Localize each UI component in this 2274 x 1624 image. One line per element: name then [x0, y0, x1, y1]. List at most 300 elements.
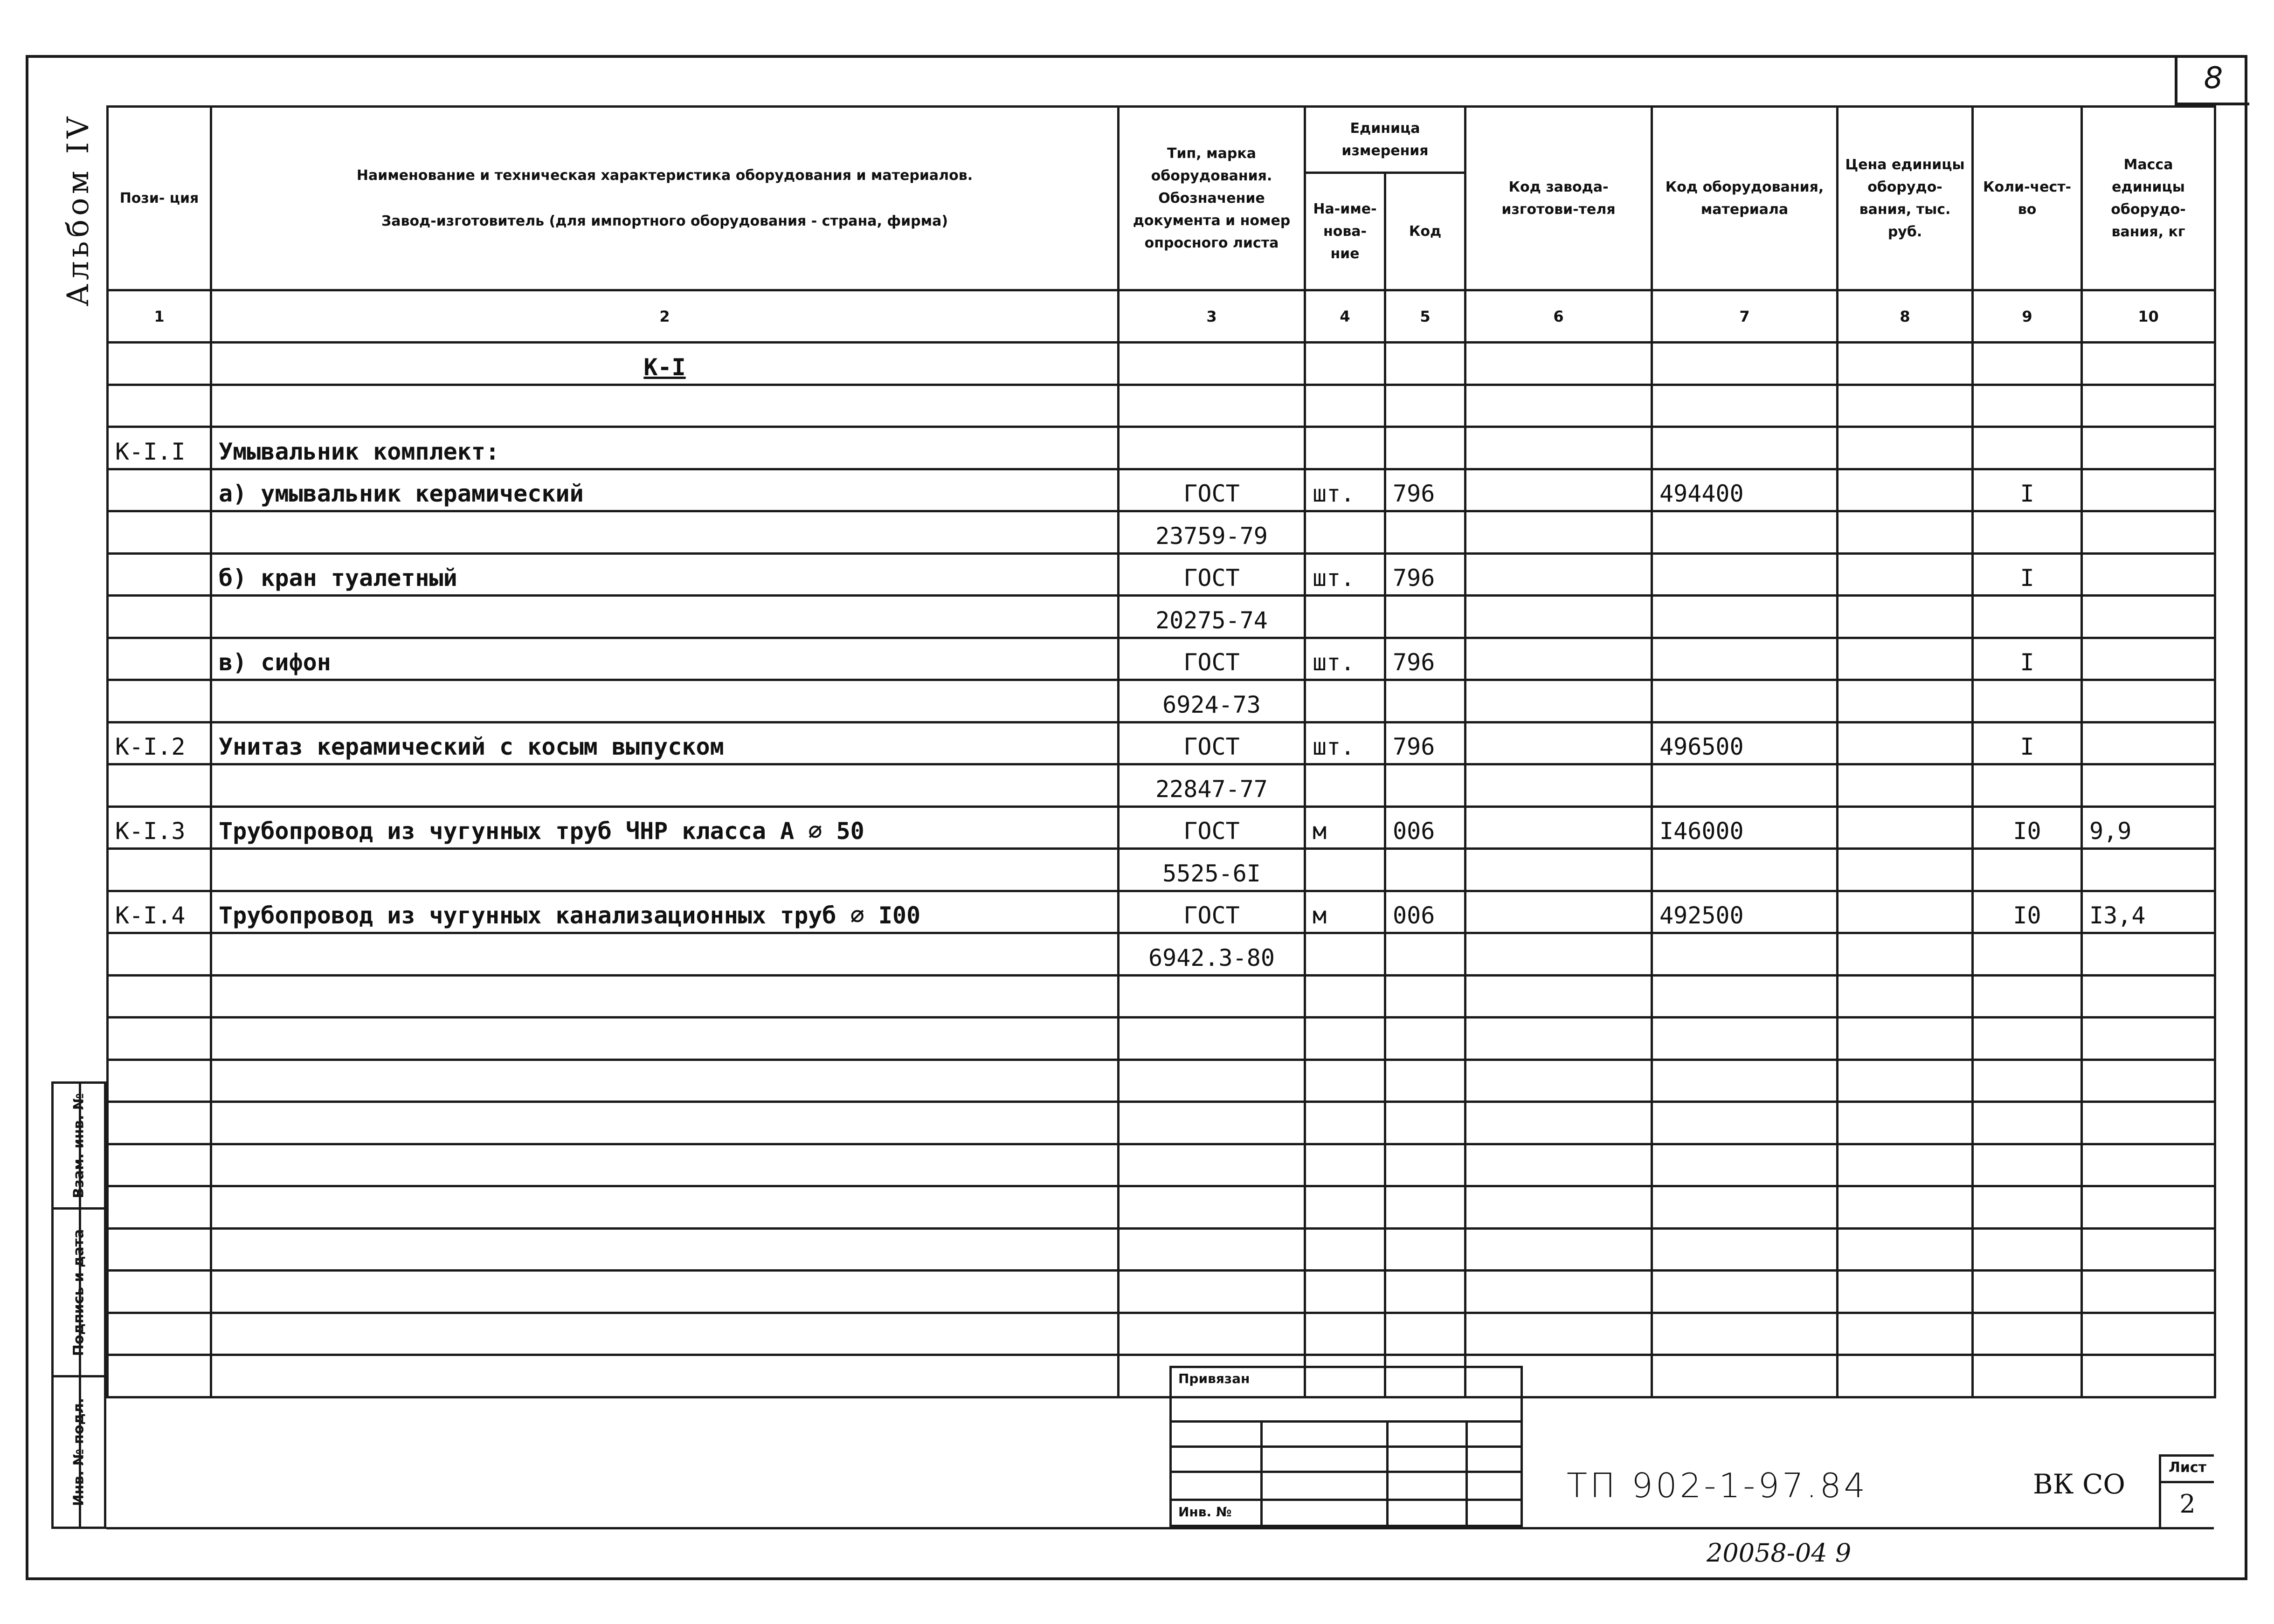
col-number: 2 [211, 290, 1119, 343]
cell-c7 [1652, 1060, 1838, 1102]
cell-c1 [108, 1271, 211, 1313]
cell-c3: 22847-77 [1119, 764, 1305, 807]
cell-c5 [1385, 596, 1465, 638]
cell-c8 [1838, 1228, 1973, 1271]
cell-c9 [1973, 343, 2082, 385]
cell-c10: I3,4 [2082, 891, 2215, 933]
side-strip-divider [79, 1084, 81, 1527]
cell-c7 [1652, 849, 1838, 891]
document-code: ВК СО [2033, 1468, 2125, 1500]
cell-c10 [2082, 680, 2215, 723]
table-row [108, 806, 2215, 849]
cell-c3 [1119, 385, 1305, 427]
table-body [108, 343, 2215, 1397]
cell-c3: ГОСТ [1119, 553, 1305, 596]
column-numbers-row [108, 290, 2215, 343]
cell-c10 [2082, 427, 2215, 469]
header-price: Цена единицы оборудо-вания, тыс. руб. [1838, 107, 1973, 290]
cell-c7 [1652, 1018, 1838, 1060]
cell-c4: шт. [1305, 722, 1385, 764]
cell-c5: 006 [1385, 806, 1465, 849]
cell-c9 [1973, 1228, 2082, 1271]
header-type: Тип, марка оборудования. Обозначение документа и номер опросного листа [1119, 107, 1305, 290]
table-row [108, 1060, 2215, 1102]
table-row [108, 1271, 2215, 1313]
table-row [108, 596, 2215, 638]
col-number: 4 [1305, 290, 1385, 343]
cell-c7 [1652, 596, 1838, 638]
cell-c4 [1305, 975, 1385, 1018]
header-quantity: Коли-чест-во [1973, 107, 2082, 290]
cell-c9 [1973, 596, 2082, 638]
cell-c1: К-I.2 [108, 722, 211, 764]
cell-c8 [1838, 553, 1973, 596]
cell-c10 [2082, 722, 2215, 764]
table-row [108, 764, 2215, 807]
col-number: 5 [1385, 290, 1465, 343]
cell-c2 [211, 680, 1119, 723]
cell-c8 [1838, 722, 1973, 764]
cell-c7 [1652, 1186, 1838, 1229]
cell-c2 [211, 764, 1119, 807]
cell-c2 [211, 933, 1119, 976]
cell-c5: 796 [1385, 638, 1465, 680]
cell-c7 [1652, 764, 1838, 807]
cell-c9 [1973, 1186, 2082, 1229]
table-row [108, 722, 2215, 764]
cell-c3: 20275-74 [1119, 596, 1305, 638]
cell-c1 [108, 1228, 211, 1271]
cell-c6 [1465, 1228, 1652, 1271]
cell-c5 [1385, 975, 1465, 1018]
cell-c6 [1465, 553, 1652, 596]
cell-c5: 796 [1385, 469, 1465, 511]
cell-c6 [1465, 1144, 1652, 1186]
cell-c3 [1119, 1228, 1305, 1271]
cell-c8 [1838, 427, 1973, 469]
cell-c4 [1305, 343, 1385, 385]
stamp-line [1172, 1445, 1521, 1448]
header-unit-code: Код [1385, 173, 1465, 290]
cell-c4: м [1305, 891, 1385, 933]
cell-c5 [1385, 427, 1465, 469]
cell-c10 [2082, 1186, 2215, 1229]
table-row [108, 469, 2215, 511]
cell-c1 [108, 596, 211, 638]
cell-c7 [1652, 427, 1838, 469]
cell-c7 [1652, 511, 1838, 554]
cell-c3 [1119, 1271, 1305, 1313]
cell-c9 [1973, 933, 2082, 976]
cell-c8 [1838, 680, 1973, 723]
album-text: Альбом IV [61, 113, 96, 307]
sheet-corner-number: 8 [2175, 55, 2249, 105]
cell-c7 [1652, 1102, 1838, 1144]
header-factory-code: Код завода-изготови-теля [1465, 107, 1652, 290]
cell-c1 [108, 385, 211, 427]
cell-c7 [1652, 975, 1838, 1018]
table-row [108, 638, 2215, 680]
stamp-line [1172, 1499, 1521, 1501]
header-name [211, 107, 1119, 290]
cell-c6 [1465, 638, 1652, 680]
cell-c4 [1305, 849, 1385, 891]
cell-c4 [1305, 385, 1385, 427]
cell-c7 [1652, 933, 1838, 976]
cell-c5 [1385, 933, 1465, 976]
cell-c9: I [1973, 638, 2082, 680]
sheet-number: 2 [2179, 1489, 2196, 1519]
cell-c2 [211, 1355, 1119, 1397]
cell-c4 [1305, 511, 1385, 554]
cell-c9: I [1973, 553, 2082, 596]
cell-c6 [1465, 1271, 1652, 1313]
cell-c7 [1652, 638, 1838, 680]
cell-c3: 6924-73 [1119, 680, 1305, 723]
cell-c10 [2082, 343, 2215, 385]
col-number: 3 [1119, 290, 1305, 343]
cell-c6 [1465, 764, 1652, 807]
cell-c6 [1465, 427, 1652, 469]
cell-c1 [108, 764, 211, 807]
cell-c3: ГОСТ [1119, 891, 1305, 933]
header-mass: Масса единицы оборудо-вания, кг [2082, 107, 2215, 290]
cell-c5 [1385, 1271, 1465, 1313]
cell-c4 [1305, 933, 1385, 976]
cell-c3: ГОСТ [1119, 469, 1305, 511]
cell-c9 [1973, 975, 2082, 1018]
cell-c8 [1838, 933, 1973, 976]
cell-c10 [2082, 933, 2215, 976]
cell-c8 [1838, 638, 1973, 680]
cell-c6 [1465, 1102, 1652, 1144]
sheet-box-line [2161, 1481, 2214, 1483]
col-number: 9 [1973, 290, 2082, 343]
sheet-box [2159, 1454, 2214, 1527]
stamp-inv-no: Инв. № [1178, 1504, 1232, 1520]
cell-c6 [1465, 1018, 1652, 1060]
table-row [108, 427, 2215, 469]
cell-c5: 006 [1385, 891, 1465, 933]
cell-c3 [1119, 1144, 1305, 1186]
cell-c7 [1652, 1144, 1838, 1186]
stamp-privyazan: Привязан [1178, 1371, 1250, 1386]
cell-c6 [1465, 891, 1652, 933]
stamp-vline [1386, 1420, 1389, 1525]
cell-c1 [108, 933, 211, 976]
cell-c3: ГОСТ [1119, 722, 1305, 764]
cell-c7: I46000 [1652, 806, 1838, 849]
cell-c5 [1385, 1228, 1465, 1271]
cell-c5 [1385, 849, 1465, 891]
cell-c8 [1838, 469, 1973, 511]
cell-c10 [2082, 1313, 2215, 1355]
cell-c4 [1305, 1060, 1385, 1102]
cell-c5 [1385, 1102, 1465, 1144]
cell-c2 [211, 975, 1119, 1018]
cell-c5 [1385, 1018, 1465, 1060]
cell-c1 [108, 469, 211, 511]
cell-c10 [2082, 1355, 2215, 1397]
cell-c9: I0 [1973, 806, 2082, 849]
cell-c10 [2082, 1060, 2215, 1102]
cell-c8 [1838, 1144, 1973, 1186]
stamp-vline [1260, 1420, 1263, 1525]
cell-c2 [211, 1018, 1119, 1060]
cell-c6 [1465, 1313, 1652, 1355]
side-vzam-label: Взам. инв. № [70, 1093, 87, 1198]
cell-c7 [1652, 680, 1838, 723]
cell-c3 [1119, 1313, 1305, 1355]
cell-c1: К-I.I [108, 427, 211, 469]
cell-c9 [1973, 1060, 2082, 1102]
cell-c6 [1465, 975, 1652, 1018]
cell-c9 [1973, 511, 2082, 554]
cell-c10 [2082, 1144, 2215, 1186]
cell-c1 [108, 1102, 211, 1144]
cell-c5 [1385, 1186, 1465, 1229]
cell-c6 [1465, 596, 1652, 638]
table-row [108, 1355, 2215, 1397]
cell-c3: 23759-79 [1119, 511, 1305, 554]
cell-c10 [2082, 511, 2215, 554]
table-row [108, 1228, 2215, 1271]
stamp-line [1172, 1471, 1521, 1473]
cell-c2 [211, 1060, 1119, 1102]
cell-c10 [2082, 849, 2215, 891]
cell-c1: К-I.4 [108, 891, 211, 933]
side-signature-strip [51, 1081, 106, 1529]
cell-c7 [1652, 343, 1838, 385]
title-block-bottom-line [106, 1527, 2214, 1529]
cell-c8 [1838, 1018, 1973, 1060]
cell-c4 [1305, 1102, 1385, 1144]
cell-c5: 796 [1385, 553, 1465, 596]
cell-c4: м [1305, 806, 1385, 849]
cell-c3: 6942.3-80 [1119, 933, 1305, 976]
table-row [108, 849, 2215, 891]
cell-c6 [1465, 511, 1652, 554]
table-row [108, 1018, 2215, 1060]
cell-c8 [1838, 764, 1973, 807]
cell-c4 [1305, 764, 1385, 807]
cell-c9 [1973, 1313, 2082, 1355]
document-number: ТП 902-1-97.84 [1567, 1466, 1868, 1505]
cell-c6 [1465, 385, 1652, 427]
cell-c1 [108, 1060, 211, 1102]
cell-c7 [1652, 1313, 1838, 1355]
cell-c8 [1838, 343, 1973, 385]
cell-c2: Трубопровод из чугунных труб ЧНР класса А ∅ 50 [211, 806, 1119, 849]
cell-c1 [108, 1313, 211, 1355]
cell-c3: ГОСТ [1119, 806, 1305, 849]
cell-c7 [1652, 1271, 1838, 1313]
side-podpis-label: Подпись и дата [70, 1229, 87, 1356]
cell-c7: 496500 [1652, 722, 1838, 764]
cell-c7 [1652, 1355, 1838, 1397]
table-row [108, 1102, 2215, 1144]
header-name-line1: Наименование и техническая характеристика оборудования и материалов. [356, 167, 973, 184]
cell-c9 [1973, 1271, 2082, 1313]
cell-c1 [108, 638, 211, 680]
cell-c3 [1119, 1186, 1305, 1229]
cell-c8 [1838, 1271, 1973, 1313]
cell-c7: 492500 [1652, 891, 1838, 933]
cell-c5: 796 [1385, 722, 1465, 764]
cell-c9: I0 [1973, 891, 2082, 933]
cell-c3: ГОСТ [1119, 638, 1305, 680]
cell-c3 [1119, 1018, 1305, 1060]
cell-c1 [108, 1144, 211, 1186]
cell-c1 [108, 849, 211, 891]
cell-c5 [1385, 385, 1465, 427]
cell-c8 [1838, 891, 1973, 933]
col-number: 6 [1465, 290, 1652, 343]
col-number: 10 [2082, 290, 2215, 343]
cell-c9 [1973, 427, 2082, 469]
cell-c9 [1973, 1144, 2082, 1186]
album-label [55, 113, 102, 307]
cell-c2 [211, 1144, 1119, 1186]
cell-c2: а) умывальник керамический [211, 469, 1119, 511]
cell-c7 [1652, 1228, 1838, 1271]
cell-c1: К-I.3 [108, 806, 211, 849]
cell-c2: Унитаз керамический с косым выпуском [211, 722, 1119, 764]
cell-c9 [1973, 385, 2082, 427]
side-inv-label: Инв. № подл. [70, 1397, 87, 1507]
cell-c9 [1973, 849, 2082, 891]
cell-c10 [2082, 469, 2215, 511]
cell-c6 [1465, 1060, 1652, 1102]
header-position: Пози- ция [108, 107, 211, 290]
cell-c4 [1305, 427, 1385, 469]
cell-c3: 5525-6I [1119, 849, 1305, 891]
table-row [108, 1144, 2215, 1186]
cell-c9: I [1973, 469, 2082, 511]
cell-c6 [1465, 1186, 1652, 1229]
cell-c1 [108, 1355, 211, 1397]
cell-c9 [1973, 764, 2082, 807]
cell-c6 [1465, 722, 1652, 764]
cell-c5 [1385, 680, 1465, 723]
header-equipment-code: Код оборудования, материала [1652, 107, 1838, 290]
cell-c2 [211, 511, 1119, 554]
header-unit-name: На-име-нова-ние [1305, 173, 1385, 290]
cell-c1 [108, 680, 211, 723]
cell-c8 [1838, 511, 1973, 554]
cell-c3 [1119, 427, 1305, 469]
cell-c5 [1385, 1060, 1465, 1102]
table-row [108, 933, 2215, 976]
cell-c8 [1838, 596, 1973, 638]
stamp-line [1172, 1420, 1521, 1423]
header-name-line2: Завод-изготовитель (для импортного оборудования - страна, фирма) [381, 213, 948, 229]
cell-c8 [1838, 806, 1973, 849]
col-number: 8 [1838, 290, 1973, 343]
table-row [108, 975, 2215, 1018]
cell-c10 [2082, 1018, 2215, 1060]
table-row [108, 891, 2215, 933]
cell-c9: I [1973, 722, 2082, 764]
cell-c9 [1973, 1355, 2082, 1397]
cell-c5 [1385, 764, 1465, 807]
col-number: 1 [108, 290, 211, 343]
cell-c4 [1305, 1186, 1385, 1229]
cell-c9 [1973, 1018, 2082, 1060]
cell-c6 [1465, 680, 1652, 723]
cell-c10 [2082, 638, 2215, 680]
cell-c2 [211, 596, 1119, 638]
stamp-vline [1465, 1420, 1468, 1525]
cell-c2: Трубопровод из чугунных канализационных труб ∅ I00 [211, 891, 1119, 933]
cell-c4 [1305, 1271, 1385, 1313]
table-row [108, 553, 2215, 596]
cell-c2 [211, 1228, 1119, 1271]
cell-c10 [2082, 1102, 2215, 1144]
cell-c8 [1838, 1355, 1973, 1397]
cell-c6 [1465, 806, 1652, 849]
cell-c1 [108, 553, 211, 596]
cell-c10 [2082, 975, 2215, 1018]
cell-c3 [1119, 975, 1305, 1018]
cell-c5 [1385, 511, 1465, 554]
cell-c8 [1838, 1060, 1973, 1102]
cell-c1 [108, 1018, 211, 1060]
cell-c10 [2082, 553, 2215, 596]
cell-c2 [211, 1271, 1119, 1313]
table-row [108, 680, 2215, 723]
footer-note: 20058-04 9 [1707, 1538, 1852, 1568]
cell-c4: шт. [1305, 469, 1385, 511]
cell-c8 [1838, 975, 1973, 1018]
cell-c3 [1119, 1102, 1305, 1144]
cell-c10 [2082, 764, 2215, 807]
cell-c4: шт. [1305, 553, 1385, 596]
cell-c10 [2082, 385, 2215, 427]
cell-c1 [108, 511, 211, 554]
cell-c4 [1305, 596, 1385, 638]
col-number: 7 [1652, 290, 1838, 343]
cell-c3 [1119, 343, 1305, 385]
cell-c2 [211, 385, 1119, 427]
cell-c6 [1465, 343, 1652, 385]
cell-c7 [1652, 385, 1838, 427]
cell-c5 [1385, 343, 1465, 385]
cell-c6 [1465, 469, 1652, 511]
cell-c1 [108, 343, 211, 385]
cell-c3 [1119, 1060, 1305, 1102]
cell-c10 [2082, 596, 2215, 638]
table-row [108, 1313, 2215, 1355]
cell-c10 [2082, 1228, 2215, 1271]
cell-c1 [108, 975, 211, 1018]
cell-c4 [1305, 680, 1385, 723]
cell-c8 [1838, 1102, 1973, 1144]
cell-c8 [1838, 849, 1973, 891]
binding-stamp [1169, 1366, 1523, 1527]
cell-c2 [211, 1186, 1119, 1229]
cell-c8 [1838, 1186, 1973, 1229]
cell-c2: б) кран туалетный [211, 553, 1119, 596]
cell-c4: шт. [1305, 638, 1385, 680]
cell-c6 [1465, 849, 1652, 891]
cell-c8 [1838, 385, 1973, 427]
cell-c2 [211, 1102, 1119, 1144]
specification-table [106, 105, 2214, 1348]
header-row-1 [108, 107, 2215, 173]
cell-c5 [1385, 1144, 1465, 1186]
cell-c2 [211, 1313, 1119, 1355]
